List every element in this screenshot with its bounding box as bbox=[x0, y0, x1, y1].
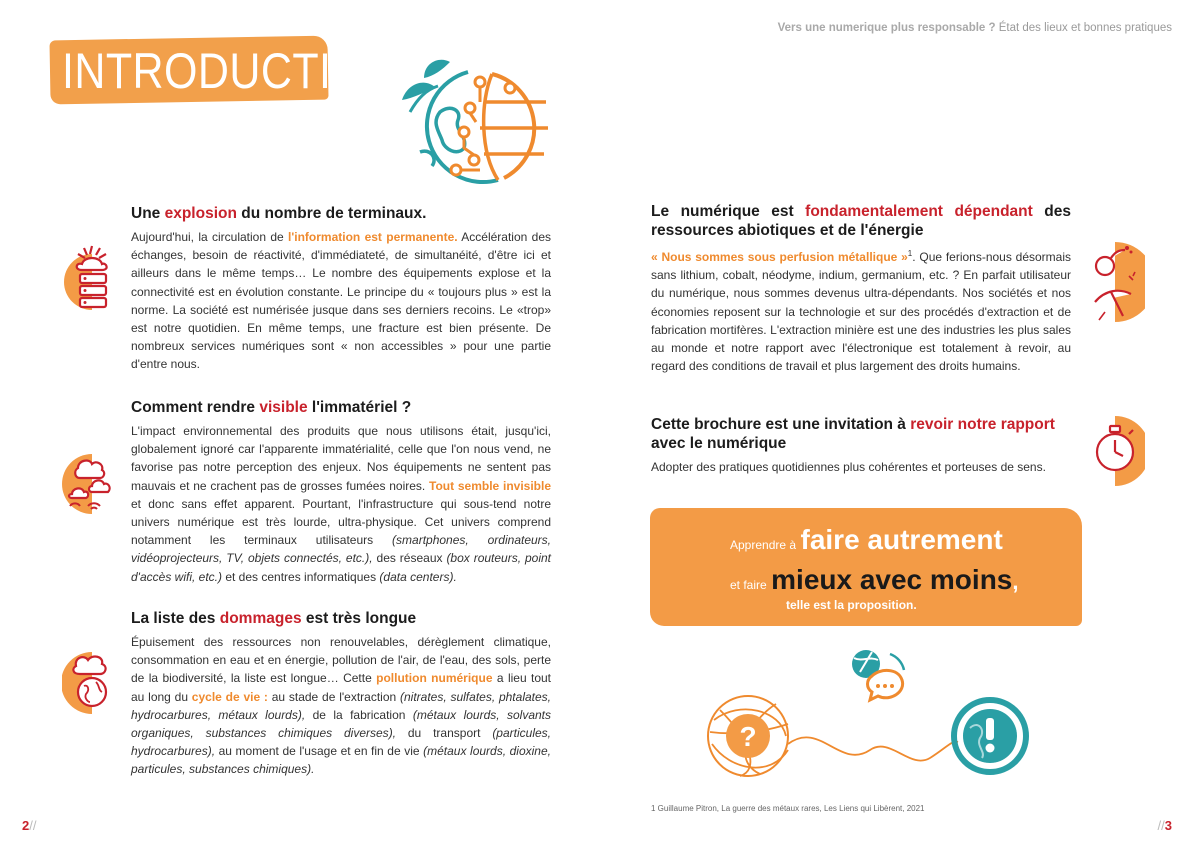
stopwatch-icon bbox=[1085, 408, 1145, 488]
footnote: 1 Guillaume Pitron, La guerre des métaux rares, Les Liens qui Libèrent, 2021 bbox=[651, 804, 925, 813]
section-dependant bbox=[651, 202, 1071, 375]
cloud-network-icon bbox=[62, 448, 122, 518]
section-invitation bbox=[651, 415, 1071, 476]
section-dependant-text: « Nous sommes sous perfusion métallique »$^1$. Que ferions-nous désormais sans lithium, cobalt, néodyme, indium, germanium, etc. ? En parfait utilisateur du numérique, nous sommes devenus ultra-dépendants. Nos sociétés et nos économies reposent sur la technologie et sur des procédés d'extraction et de fabrication mortifères. L'extraction minière est une des industries les plus sales au monde et notre rapport avec l'électronique est totalement à revoir, au regard des conditions de travail et plus largement des droits humains. bbox=[651, 249, 1071, 374]
quote-line-1: Apprendre à faire autrement bbox=[730, 524, 1003, 555]
section-explosion-title: Une explosion du nombre de terminaux. bbox=[131, 205, 427, 222]
exclamation-globe-icon bbox=[954, 700, 1026, 772]
server-explosion-icon bbox=[62, 240, 122, 310]
page-title: INTRODUCTION bbox=[62, 43, 397, 99]
svg-text:?: ? bbox=[739, 721, 757, 752]
chat-globe-icon bbox=[852, 650, 904, 700]
quote-box bbox=[650, 508, 1082, 626]
section-dommages bbox=[131, 609, 551, 779]
section-dependant-title: Le numérique est fondamentalement dépendant des ressources abiotiques et de l'énergie bbox=[651, 203, 1071, 239]
page-number-left: 2// bbox=[22, 818, 37, 833]
section-explosion bbox=[131, 204, 551, 374]
quote-line-2: et faire mieux avec moins, bbox=[730, 564, 1019, 595]
page-number-right: //3 bbox=[1157, 818, 1172, 833]
running-head-title: Vers une numerique plus responsable ? bbox=[777, 22, 996, 34]
mining-bomb-icon bbox=[1085, 236, 1145, 328]
earth-pollution-icon bbox=[62, 648, 122, 718]
running-head bbox=[778, 22, 1172, 34]
question-to-answer-illustration bbox=[690, 640, 1050, 790]
section-visible bbox=[131, 398, 551, 586]
section-visible-text: L'impact environnemental des produits que nous utilisons était, jusqu'ici, globalement ignoré car l'apparente immatérialité, celle que l'on nous vend, ne favorise pas notre perception des enjeux. Nos équipements ne sentent pas mauvais et ne crachent pas de grosses fumées noires. Tout semble invisible et donc sans effet apparent. Pourtant, l'infrastructure qui sous-tend notre univers numérique est très lourde, ultra-physique. Cet univers comprend notamment les terminaux utilisateurs (smartphones, ordinateurs, vidéoprojecteurs, TV, objets connectés, etc.), des réseaux (box routeurs, point d'accès wifi, etc.) et des centres informatiques (data centers). bbox=[131, 424, 552, 584]
section-invitation-title: Cette brochure est une invitation à revoir notre rapport avec le numérique bbox=[651, 416, 1055, 452]
section-dommages-title: La liste des dommages est très longue bbox=[131, 610, 417, 627]
running-head-subtitle: État des lieux et bonnes pratiques bbox=[998, 22, 1172, 34]
quote-line-3: telle est la proposition. bbox=[786, 598, 917, 612]
section-explosion-text: Aujourd'hui, la circulation de l'information est permanente. Accélération des échanges, besoin de réactivité, d'immédiateté, de simultanéité, d'être ici et ailleurs dans le même temps… Le nombre des équipements explose et la connectivité est en évolution constante. Le principe du « toujours plus » est la norme. La société est numérisée jusque dans ses derniers recoins. Le «trop» est notre quotidien. En même temps, une fracture est bien présente. De nombreux services numériques sont « non accessibles » pour une partie d'entre nous. bbox=[131, 230, 551, 372]
globe-plant-circuit-icon bbox=[380, 52, 560, 202]
section-invitation-text: Adopter des pratiques quotidiennes plus cohérentes et porteuses de sens. bbox=[651, 460, 1046, 474]
question-mark-icon bbox=[708, 696, 788, 776]
section-visible-title: Comment rendre visible l'immatériel ? bbox=[131, 399, 412, 416]
section-dommages-text: Épuisement des ressources non renouvelables, dérèglement climatique, consommation en eau et en énergie, pollution de l'air, de l'eau, des sols, perte de la biodiversité, la liste est longue… Cette pollution numérique a lieu tout au long du cycle de vie : au stade de l'extraction (nitrates, sulfates, phtalates, hydrocarbures, métaux lourds), de la fabrication (métaux lourds, solvants organiques, substances chimiques diverses), du transport (particules, hydrocarbures), au moment de l'usage et en fin de vie (métaux lourds, dioxine, particules, substances chimiques). bbox=[131, 635, 552, 777]
